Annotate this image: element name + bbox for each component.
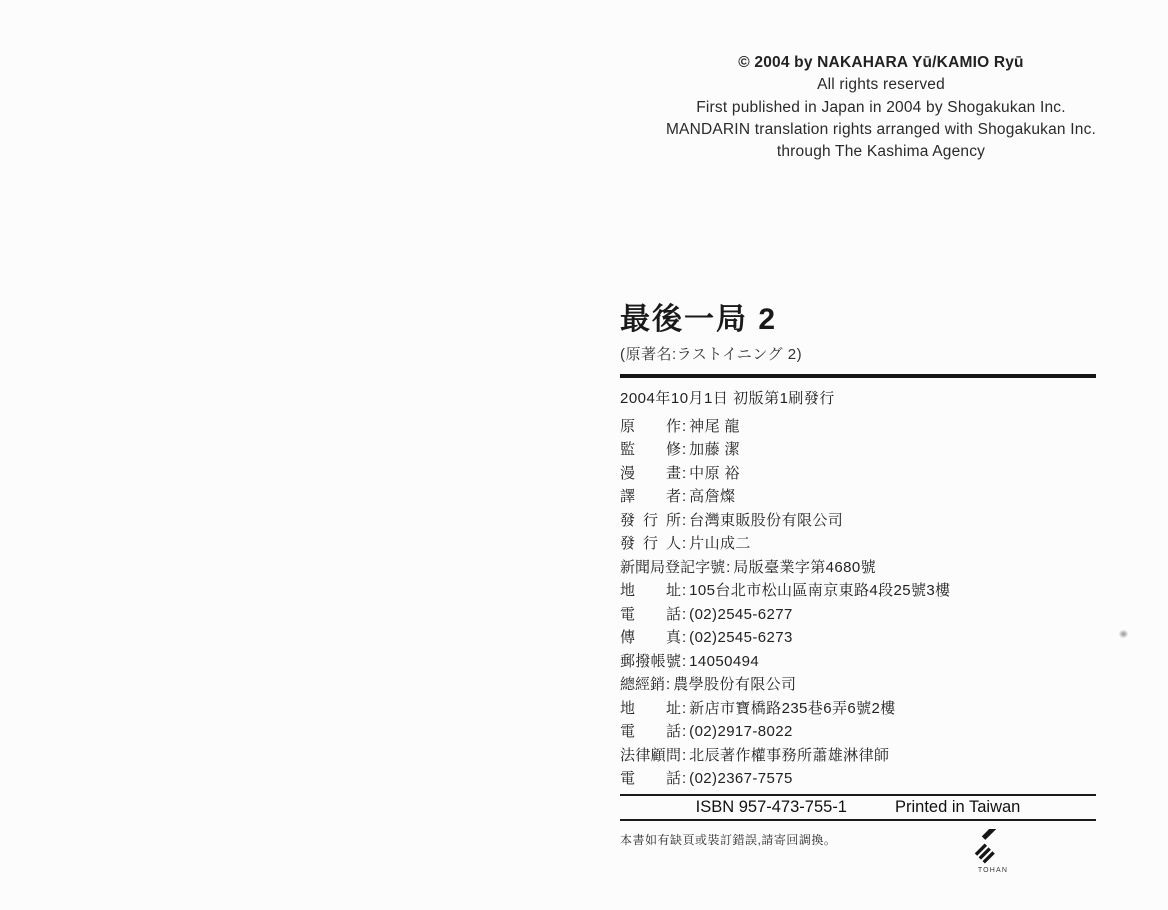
credit-value: (02)2367-7575 bbox=[689, 770, 793, 787]
credit-row bbox=[620, 720, 1096, 744]
credit-separator: : bbox=[682, 746, 687, 764]
credit-value: 加藤 潔 bbox=[689, 441, 740, 458]
credit-label: 發 行 所 bbox=[620, 511, 681, 529]
credit-separator: : bbox=[682, 535, 687, 552]
credit-separator: : bbox=[682, 417, 687, 435]
credit-separator: : bbox=[682, 582, 687, 599]
english-copyright-block bbox=[640, 52, 1122, 163]
credits-list bbox=[620, 415, 1096, 791]
credit-separator: : bbox=[682, 629, 687, 646]
credit-value: 北辰著作權事務所蕭雄淋律師 bbox=[689, 746, 890, 764]
credit-value: 14050494 bbox=[689, 652, 760, 670]
credit-value: 中原 裕 bbox=[689, 464, 740, 482]
credit-value: 新店市寶橋路235巷6弄6號2樓 bbox=[689, 699, 896, 717]
isbn-bottom-rule bbox=[620, 819, 1096, 821]
credit-separator: : bbox=[682, 699, 687, 717]
return-note: 本書如有缺頁或裝訂錯誤,請寄回調換。 bbox=[620, 832, 837, 847]
credit-value: 台灣東販股份有限公司 bbox=[689, 511, 844, 529]
credit-value: 高詹燦 bbox=[689, 488, 736, 505]
credit-value: 105台北市松山區南京東路4段25號3樓 bbox=[689, 582, 951, 599]
credit-row bbox=[620, 532, 1096, 556]
original-title: (原著名:ラストイニング 2) bbox=[620, 345, 803, 363]
credit-row bbox=[620, 579, 1096, 603]
credit-label: 譯 者 bbox=[620, 488, 681, 505]
credit-label: 電 話 bbox=[620, 770, 681, 787]
tohan-logo-text: TOHAN bbox=[977, 866, 1009, 874]
credit-row bbox=[620, 509, 1096, 533]
credit-row bbox=[620, 767, 1096, 791]
bottom-row bbox=[620, 829, 1096, 880]
credit-label: 電 話 bbox=[620, 605, 681, 623]
credit-label: 原 作 bbox=[620, 417, 681, 435]
credit-label: 漫 畫 bbox=[620, 464, 681, 482]
book-title: 最後一局 2 bbox=[620, 303, 778, 336]
credit-label: 地 址 bbox=[620, 582, 681, 599]
credit-row bbox=[620, 556, 1096, 580]
credit-row bbox=[620, 744, 1096, 768]
credit-row bbox=[620, 603, 1096, 627]
credit-value: (02)2917-8022 bbox=[689, 723, 793, 740]
title-divider-rule bbox=[620, 374, 1096, 378]
tohan-logo bbox=[972, 829, 1014, 880]
credit-separator: : bbox=[726, 558, 731, 576]
credit-label: 電 話 bbox=[620, 723, 681, 740]
credit-row bbox=[620, 673, 1096, 697]
credit-row bbox=[620, 626, 1096, 650]
credit-separator: : bbox=[682, 464, 687, 482]
credit-value: 神尾 龍 bbox=[689, 417, 740, 435]
credit-value: 片山成二 bbox=[689, 535, 751, 552]
colophon-block bbox=[620, 303, 1096, 880]
credit-value: (02)2545-6273 bbox=[689, 629, 793, 646]
credit-separator: : bbox=[682, 605, 687, 623]
credit-row bbox=[620, 415, 1096, 439]
credit-label: 監 修 bbox=[620, 441, 681, 458]
tohan-logo-icon bbox=[972, 829, 1014, 875]
isbn-number: ISBN 957-473-755-1 bbox=[695, 797, 847, 816]
credit-row bbox=[620, 697, 1096, 721]
first-published-line: First published in Japan in 2004 by Shogakukan Inc. bbox=[696, 98, 1066, 116]
credit-separator: : bbox=[682, 770, 687, 787]
credit-separator: : bbox=[682, 488, 687, 505]
credit-label: 傳 真 bbox=[620, 629, 681, 646]
credit-row bbox=[620, 438, 1096, 462]
credit-row bbox=[620, 485, 1096, 509]
credit-separator: : bbox=[682, 652, 687, 670]
edition-date: 2004年10月1日 初版第1刷發行 bbox=[620, 389, 835, 407]
printed-in-taiwan: Printed in Taiwan bbox=[895, 797, 1021, 816]
credit-value: 農學股份有限公司 bbox=[673, 676, 797, 693]
agency-line: through The Kashima Agency bbox=[776, 143, 986, 161]
credit-label: 總 經 銷 bbox=[620, 676, 666, 693]
credit-separator: : bbox=[682, 723, 687, 740]
isbn-row bbox=[620, 796, 1096, 819]
credit-label: 新 聞 局 登 記 字 號 bbox=[620, 558, 726, 576]
scan-smudge-artifact bbox=[1119, 630, 1128, 638]
translation-rights-line: MANDARIN translation rights arranged with Shogakukan Inc. bbox=[665, 120, 1097, 138]
credit-separator: : bbox=[682, 441, 687, 458]
credit-label: 發 行 人 bbox=[620, 535, 681, 552]
copyright-line: © 2004 by NAKAHARA Yū/KAMIO Ryū bbox=[738, 54, 1024, 71]
credit-label: 郵 撥 帳 號 bbox=[620, 652, 681, 670]
credit-label: 地 址 bbox=[620, 699, 681, 717]
credit-row bbox=[620, 650, 1096, 674]
credit-separator: : bbox=[682, 511, 687, 529]
credit-row bbox=[620, 462, 1096, 486]
credit-value: (02)2545-6277 bbox=[689, 605, 793, 623]
credit-separator: : bbox=[666, 676, 671, 693]
credit-value: 局版臺業字第4680號 bbox=[733, 558, 877, 576]
rights-reserved-line: All rights reserved bbox=[817, 76, 945, 94]
credit-label: 法 律 顧 問 bbox=[620, 746, 681, 764]
